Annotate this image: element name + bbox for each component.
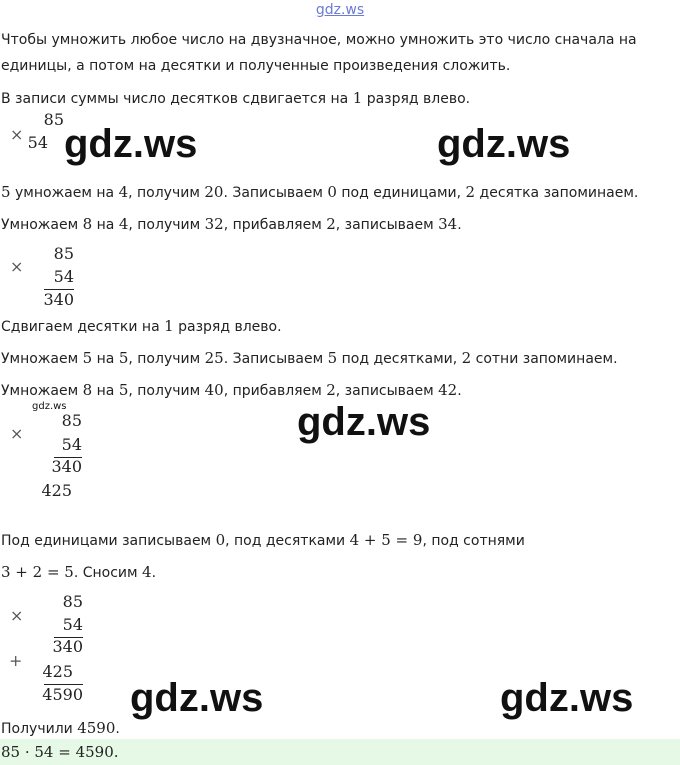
watermark-small: gdz.ws	[32, 401, 67, 412]
factor-a: 85	[53, 244, 74, 263]
step2-line-2: Умножаем 8 на 5, получим 40, прибавляем 2, записываем 42.	[1, 381, 462, 399]
partial-product-1: 340	[51, 457, 82, 476]
result-line: Получили 4590.	[1, 719, 120, 737]
watermark-big: gdz.ws	[500, 676, 634, 720]
times-sign: ×	[10, 257, 24, 276]
step3-line-2: 3 + 2 = 5. Сносим 4.	[1, 563, 157, 581]
factor-a: 85	[61, 411, 82, 430]
step3-line-1: Под единицами записываем 0, под десятками 4 + 5 = 9, под сотнями	[1, 531, 525, 549]
partial-product-2: 425	[41, 481, 72, 500]
step2-line-0: Сдвигаем десятки на 1 разряд влево.	[1, 317, 282, 335]
watermark-link[interactable]: gdz.ws	[315, 2, 365, 18]
partial-product-2: 425	[42, 662, 73, 681]
watermark-big: gdz.ws	[437, 122, 571, 166]
step1-line-2: Умножаем 8 на 4, получим 32, прибавляем 2, записываем 34.	[1, 215, 462, 233]
factor-b: 54	[27, 133, 48, 152]
plus-sign: +	[9, 651, 23, 670]
step1-line-1: 5 умножаем на 4, получим 20. Записываем 0 под единицами, 2 десятка запоминаем.	[1, 183, 639, 201]
watermark-big: gdz.ws	[297, 400, 431, 444]
factor-a: 85	[62, 592, 83, 611]
final-product: 4590	[42, 685, 83, 704]
partial-product-1: 340	[52, 637, 83, 656]
times-sign: ×	[10, 424, 24, 443]
factor-b: 54	[53, 267, 74, 286]
factor-b: 54	[62, 615, 83, 634]
shift-note: В записи суммы число десятков сдвигается на 1 разряд влево.	[1, 89, 471, 107]
watermark-big: gdz.ws	[64, 122, 198, 166]
intro-line-1: Чтобы умножить любое число на двузначное, можно умножить это число сначала на	[1, 32, 637, 48]
partial-product-1: 340	[43, 290, 74, 309]
factor-b: 54	[61, 435, 82, 454]
factor-a: 85	[43, 110, 64, 129]
times-sign: ×	[10, 125, 24, 144]
times-sign: ×	[10, 606, 24, 625]
answer-equation: 85 · 54 = 4590.	[1, 743, 119, 761]
step2-line-1: Умножаем 5 на 5, получим 25. Записываем 5 под десятками, 2 сотни запоминаем.	[1, 349, 618, 367]
watermark-big: gdz.ws	[130, 676, 264, 720]
intro-line-2: единицы, а потом на десятки и полученные произведения сложить.	[1, 58, 511, 74]
